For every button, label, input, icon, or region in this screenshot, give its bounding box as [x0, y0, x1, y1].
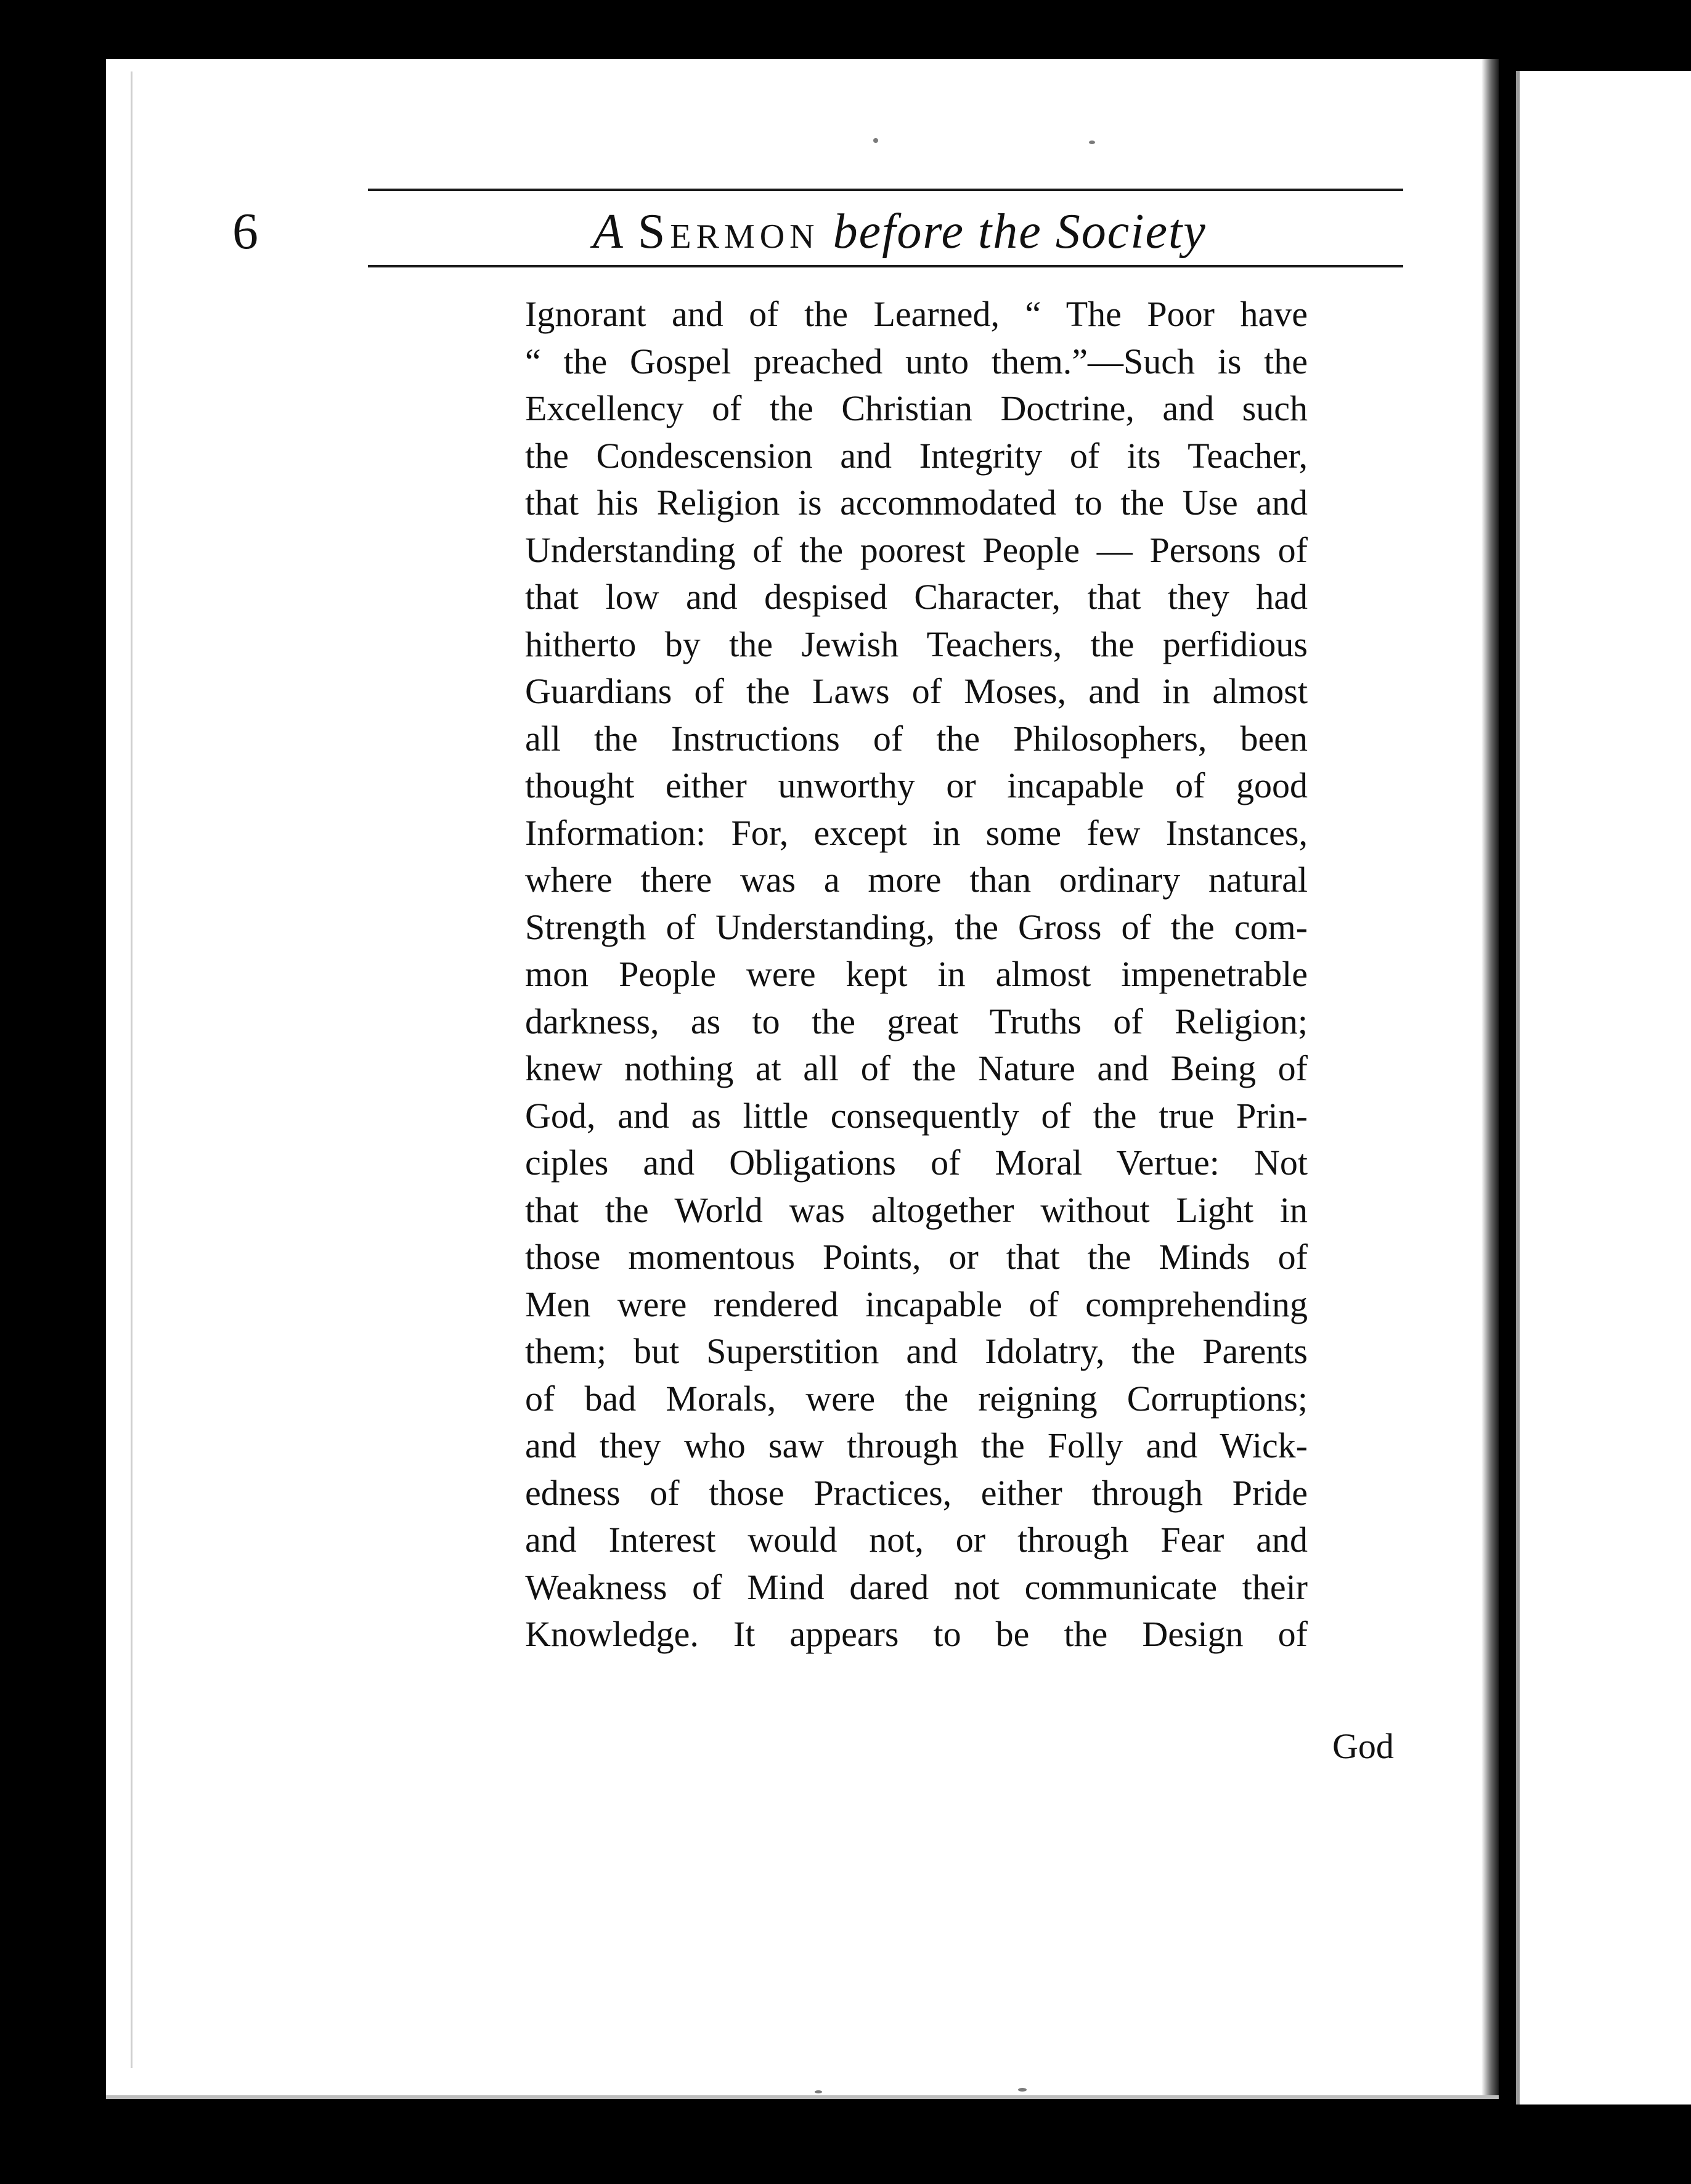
text-line: all the Instructions of the Philosophers, been [525, 718, 1308, 759]
text-line: those momentous Points, or that the Minds of [525, 1237, 1308, 1277]
text-line: Information: For, except in some few Instances, [525, 812, 1308, 853]
text-line: Understanding of the poorest People — Persons of [525, 529, 1308, 570]
running-head-rest: before the Society [833, 205, 1207, 259]
text-line: thought either unworthy or incapable of good [525, 765, 1308, 805]
text-line: Men were rendered incapable of comprehending [525, 1284, 1308, 1324]
text-line: the Condescension and Integrity of its Teacher, [525, 435, 1308, 476]
text-line: “ the Gospel preached unto them.”—Such is the [525, 341, 1308, 381]
header-rule-top [368, 189, 1403, 191]
book-page [106, 59, 1499, 2099]
text-line: that low and despised Character, that they had [525, 577, 1308, 617]
paper-speck [1018, 2088, 1027, 2092]
text-line: Ignorant and of the Learned, “ The Poor have [525, 294, 1308, 334]
paper-speck [815, 2090, 822, 2093]
text-line: that the World was altogether without Light in [525, 1189, 1308, 1230]
page-left-edge [131, 71, 132, 2068]
facing-page-edge [1516, 71, 1691, 2105]
text-line: hitherto by the Jewish Teachers, the perfidious [525, 624, 1308, 664]
page-bottom-edge [106, 2095, 1499, 2099]
text-line: Guardians of the Laws of Moses, and in almost [525, 671, 1308, 711]
text-line: darkness, as to the great Truths of Religion; [525, 1001, 1308, 1041]
text-line: mon People were kept in almost impenetrable [525, 954, 1308, 994]
text-line: ciples and Obligations of Moral Vertue: Not [525, 1143, 1308, 1183]
text-line: of bad Morals, were the reigning Corruptions; [525, 1378, 1308, 1419]
facing-page-gutter [1516, 71, 1520, 2105]
page-number: 6 [232, 203, 258, 260]
paper-speck [873, 138, 878, 143]
text-line: and Interest would not, or through Fear and [525, 1520, 1308, 1560]
running-head-sermon: Sermon [637, 205, 820, 259]
text-line: that his Religion is accommodated to the Use and [525, 483, 1308, 523]
spine-shadow [1481, 59, 1499, 2099]
catchword: God [1332, 1726, 1394, 1766]
header-rule-bottom [368, 265, 1403, 267]
running-head-article: A [593, 205, 624, 259]
text-line: and they who saw through the Folly and Wick- [525, 1425, 1308, 1465]
paper-speck [1089, 141, 1095, 144]
text-line: Excellency of the Christian Doctrine, and such [525, 388, 1308, 428]
text-line: Knowledge. It appears to be the Design of [525, 1614, 1308, 1654]
text-line: them; but Superstition and Idolatry, the Parents [525, 1331, 1308, 1371]
text-line: Strength of Understanding, the Gross of the com- [525, 907, 1308, 947]
running-head [593, 201, 1207, 263]
text-line: God, and as little consequently of the true Prin- [525, 1095, 1308, 1136]
sermon-body-text [525, 291, 1308, 1658]
text-line: Weakness of Mind dared not communicate their [525, 1567, 1308, 1607]
text-line: edness of those Practices, either through Pride [525, 1472, 1308, 1513]
text-line: where there was a more than ordinary natural [525, 860, 1308, 900]
text-line: knew nothing at all of the Nature and Being of [525, 1048, 1308, 1088]
